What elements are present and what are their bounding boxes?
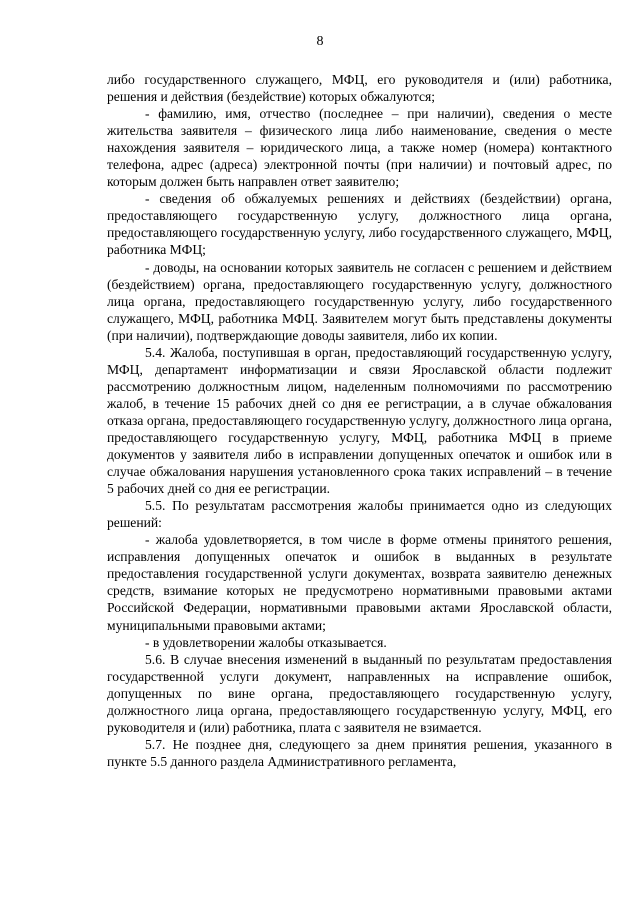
paragraph-complaint-rejected: - в удовлетворении жалобы отказывается.	[145, 634, 387, 650]
paragraph-applicant-name: - фамилию, имя, отчество (последнее – при наличии), сведения о месте жительства заявителя – физического лица либо наименование, сведения о месте нахождения заявителя – юридического лица, а также номер (номера) контактного телефона, адрес (адреса) электронной почты (при наличии) и почтовый адрес, по которым должен быть направлен ответ заявителю;	[107, 106, 612, 190]
paragraph-continuation: либо государственного служащего, МФЦ, его руководителя и (или) работника, решения и действия (бездействие) которых обжалуются;	[107, 72, 612, 105]
document-body	[107, 71, 612, 770]
paragraph-5-6: 5.6. В случае внесения изменений в выданный по результатам предоставления государственной услуги документ, направленных на исправление ошибок, допущенных по вине органа, предоставляющего государственную услугу, должностного лица органа, предоставляющего государственную услугу, МФЦ, его руководителя и (или) работника, плата с заявителя не взимается.	[107, 651, 612, 735]
paragraph-5-5: 5.5. По результатам рассмотрения жалобы принимается одно из следующих решений:	[107, 498, 612, 531]
paragraph-arguments: - доводы, на основании которых заявитель не согласен с решением и действием (бездействием) органа, предоставляющего государственную услугу, должностного лица органа, предоставляющего государственную услугу, либо государственного служащего, МФЦ, работника МФЦ. Заявителем могут быть представлены документы (при наличии), подтверждающие доводы заявителя, либо их копии.	[107, 259, 612, 343]
paragraph-5-4: 5.4. Жалоба, поступившая в орган, предоставляющий государственную услугу, МФЦ, департамент информатизации и связи Ярославской области подлежит рассмотрению должностным лицом, наделенным полномочиями по рассмотрению жалоб, в течение 15 рабочих дней со дня ее регистрации, а в случае обжалования отказа органа, предоставляющего государственную услугу, должностного лица органа, предоставляющего государственную услугу, МФЦ, работника МФЦ в приеме документов у заявителя либо в исправлении допущенных опечаток и ошибок или в случае обжалования нарушения установленного срока таких исправлений – в течение 5 рабочих дней со дня ее регистрации.	[107, 344, 612, 497]
paragraph-5-7: 5.7. Не позднее дня, следующего за днем принятия решения, указанного в пункте 5.5 данного раздела Административного регламента,	[107, 736, 612, 769]
page-number: 8	[316, 34, 324, 49]
paragraph-complaint-satisfied: - жалоба удовлетворяется, в том числе в форме отмены принятого решения, исправления допущенных опечаток и ошибок в выданных в результате предоставления государственной услуги документах, возврата заявителю денежных средств, взимание которых не предусмотрено нормативными правовыми актами Российской Федерации, нормативными правовыми актами Ярославской области, муниципальными правовыми актами;	[107, 532, 612, 633]
paragraph-appealed-decisions: - сведения об обжалуемых решениях и действиях (бездействии) органа, предоставляющего государственную услугу, должностного лица органа, предоставляющего государственную услугу, либо государственного служащего, МФЦ, работника МФЦ;	[107, 191, 612, 258]
